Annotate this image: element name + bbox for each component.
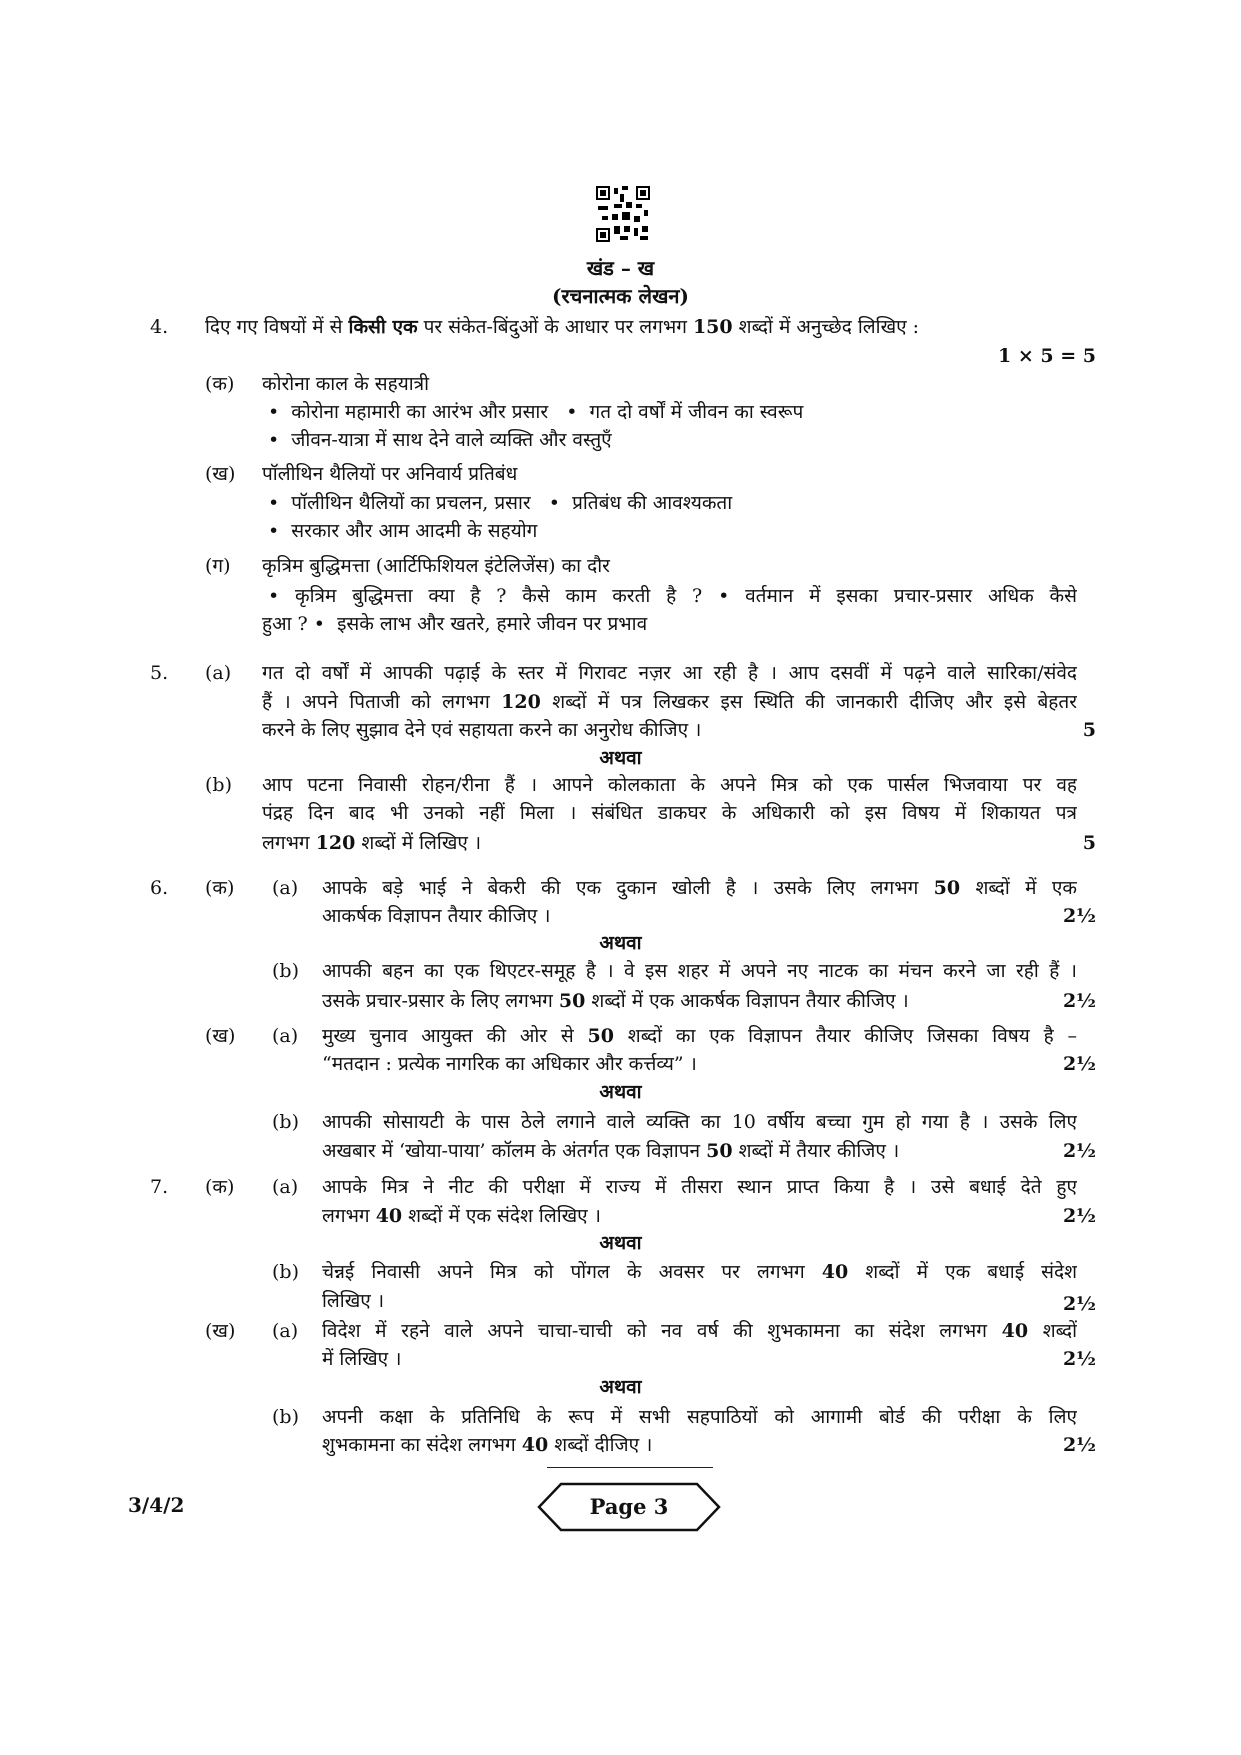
prompt-text: दिए गए विषयों में से bbox=[205, 316, 349, 338]
question-text: गत दो वर्षों में आपकी पढ़ाई के स्तर में गिरावट नज़र आ रही है । आप दसवीं में पढ़ने वाले सारिका/संवेद bbox=[262, 662, 1077, 684]
word-count: 40 bbox=[1001, 1320, 1029, 1342]
option-label: (क) bbox=[205, 877, 235, 899]
question-text bbox=[322, 1431, 652, 1459]
point-text: गत दो वर्षों में जीवन का स्वरूप bbox=[589, 401, 804, 423]
text: आपके बड़े भाई ने बेकरी की एक दुकान खोली है । उसके लिए लगभग bbox=[322, 877, 934, 899]
marks: 2½ bbox=[1062, 1205, 1096, 1227]
qr-code bbox=[596, 186, 650, 242]
sub-option-label: (b) bbox=[272, 960, 299, 982]
question-text: आपकी बहन का एक थिएटर-समूह है । वे इस शहर में अपने नए नाटक का मंचन करने जा रही हैं । bbox=[322, 960, 1077, 982]
text: अखबार में ‘खोया-पाया’ कॉलम के अंतर्गत एक विज्ञापन bbox=[322, 1140, 707, 1162]
point-text: पॉलीथिन थैलियों का प्रचलन, प्रसार bbox=[291, 492, 531, 514]
text: शब्दों दीजिए । bbox=[548, 1434, 653, 1456]
sub-option-label: (a) bbox=[272, 1176, 299, 1198]
point-text: जीवन-यात्रा में साथ देने वाले व्यक्ति और वस्तुएँ bbox=[291, 429, 612, 451]
option-title: पॉलीथिन थैलियों पर अनिवार्य प्रतिबंध bbox=[262, 463, 518, 485]
text: शब्दों में लिखिए । bbox=[355, 832, 482, 854]
prompt-text: शब्दों में अनुच्छेद लिखिए : bbox=[732, 316, 920, 338]
or-divider: अथवा bbox=[599, 1232, 642, 1254]
question-text: “मतदान : प्रत्येक नागरिक का अधिकार और कर्त्तव्य” । bbox=[322, 1053, 697, 1075]
question-text: लिखिए । bbox=[322, 1290, 385, 1312]
text: शब्दों में एक bbox=[960, 877, 1077, 899]
question-number: 7. bbox=[150, 1176, 169, 1198]
or-divider: अथवा bbox=[599, 747, 642, 769]
marks: 5 bbox=[1082, 719, 1096, 741]
or-divider: अथवा bbox=[599, 1081, 642, 1103]
marks: 2½ bbox=[1062, 1053, 1096, 1075]
text: चेन्नई निवासी अपने मित्र को पोंगल के अवसर पर लगभग bbox=[322, 1261, 822, 1283]
question-number: 5. bbox=[150, 662, 169, 684]
question-text: आकर्षक विज्ञापन तैयार कीजिए । bbox=[322, 905, 551, 927]
option-label: (ग) bbox=[205, 555, 231, 577]
marks: 2½ bbox=[1062, 1293, 1096, 1315]
point-text: कृत्रिम बुद्धिमत्ता क्या है ? कैसे काम करती है ? bbox=[295, 585, 703, 607]
text: लगभग bbox=[322, 1205, 376, 1227]
text: विदेश में रहने वाले अपने चाचा-चाची को नव वर्ष की शुभकामना का संदेश लगभग bbox=[322, 1320, 1002, 1342]
sub-option-label: (b) bbox=[272, 1261, 299, 1283]
text: शुभकामना का संदेश लगभग bbox=[322, 1434, 522, 1456]
section-subtitle: (रचनात्मक लेखन) bbox=[551, 284, 689, 308]
word-count: 150 bbox=[692, 316, 733, 338]
text: लगभग bbox=[262, 832, 316, 854]
word-count: 50 bbox=[587, 1025, 614, 1047]
bullet-point: • कृत्रिम बुद्धिमत्ता क्या है ? कैसे काम करती है ? • वर्तमान में इसका प्रचार-प्रसार अधिक कैसे bbox=[268, 585, 1077, 607]
bullet-point: • जीवन-यात्रा में साथ देने वाले व्यक्ति और वस्तुएँ bbox=[268, 429, 612, 451]
text: मुख्य चुनाव आयुक्त की ओर से bbox=[322, 1025, 588, 1047]
page-number: Page 3 bbox=[589, 1494, 669, 1519]
question-text: आपकी सोसायटी के पास ठेले लगाने वाले व्यक्ति का 10 वर्षीय बच्चा गुम हो गया है । उसके लिए bbox=[322, 1111, 1077, 1133]
question-text bbox=[322, 1202, 601, 1230]
text: शब्दों में एक संदेश लिखिए । bbox=[402, 1205, 601, 1227]
text: शब्दों में तैयार कीजिए । bbox=[732, 1140, 900, 1162]
point-text: सरकार और आम आदमी के सहयोग bbox=[291, 520, 538, 542]
question-text bbox=[322, 987, 909, 1015]
sub-option-label: (b) bbox=[272, 1406, 299, 1428]
question-text: पंद्रह दिन बाद भी उनको नहीं मिला । संबंधित डाकघर के अधिकारी को इस विषय में शिकायत पत्र bbox=[262, 802, 1077, 824]
or-divider: अथवा bbox=[599, 1376, 642, 1398]
point-text: इसके लाभ और खतरे, हमारे जीवन पर प्रभाव bbox=[337, 613, 648, 635]
option-label: (b) bbox=[205, 774, 232, 796]
question-text bbox=[262, 829, 481, 857]
end-rule bbox=[547, 1467, 713, 1468]
text: शब्दों में एक बधाई संदेश bbox=[848, 1261, 1077, 1283]
marks: 1 × 5 = 5 bbox=[998, 345, 1096, 367]
question-text bbox=[322, 1317, 1077, 1345]
text: शब्दों में एक आकर्षक विज्ञापन तैयार कीजिए । bbox=[585, 990, 909, 1012]
word-count: 120 bbox=[315, 832, 356, 854]
point-text: वर्तमान में इसका प्रचार-प्रसार अधिक कैसे bbox=[745, 585, 1077, 607]
question-number: 6. bbox=[150, 877, 169, 899]
question-text bbox=[322, 1258, 1077, 1286]
question-text bbox=[262, 688, 1077, 716]
word-count: 50 bbox=[933, 877, 961, 899]
word-count: 50 bbox=[558, 990, 586, 1012]
bullet-point: हुआ ? • इसके लाभ और खतरे, हमारे जीवन पर प्रभाव bbox=[262, 613, 648, 635]
question-number: 4. bbox=[150, 316, 169, 338]
point-text: प्रतिबंध की आवश्यकता bbox=[572, 492, 733, 514]
question-text: में लिखिए । bbox=[322, 1348, 402, 1370]
word-count: 40 bbox=[821, 1261, 849, 1283]
bullet-point: • सरकार और आम आदमी के सहयोग bbox=[268, 520, 538, 542]
section-title: खंड – ख bbox=[586, 256, 655, 280]
marks: 2½ bbox=[1062, 1434, 1096, 1456]
option-label: (क) bbox=[205, 373, 235, 395]
paper-code: 3/4/2 bbox=[128, 1493, 185, 1517]
question-text bbox=[322, 874, 1077, 902]
option-label: (ख) bbox=[205, 1025, 236, 1047]
or-divider: अथवा bbox=[599, 932, 642, 954]
option-label: (ख) bbox=[205, 1320, 236, 1342]
sub-option-label: (a) bbox=[272, 1025, 299, 1047]
sub-option-label: (a) bbox=[272, 877, 299, 899]
marks: 2½ bbox=[1062, 1140, 1096, 1162]
marks: 2½ bbox=[1062, 905, 1096, 927]
question-text: आप पटना निवासी रोहन/रीना हैं । आपने कोलकाता के अपने मित्र को एक पार्सल भिजवाया पर वह bbox=[262, 774, 1077, 796]
page-number-badge bbox=[537, 1482, 721, 1532]
point-text: कोरोना महामारी का आरंभ और प्रसार bbox=[291, 401, 549, 423]
sub-option-label: (b) bbox=[272, 1111, 299, 1133]
option-title: कोरोना काल के सहयात्री bbox=[262, 373, 430, 395]
question-text bbox=[322, 1137, 899, 1165]
question-text: करने के लिए सुझाव देने एवं सहायता करने का अनुरोध कीजिए । bbox=[262, 719, 702, 741]
question-text bbox=[322, 1022, 1077, 1050]
marks: 2½ bbox=[1062, 1348, 1096, 1370]
prompt-text: पर संकेत-बिंदुओं के आधार पर लगभग bbox=[417, 316, 693, 338]
bullet-point: • पॉलीथिन थैलियों का प्रचलन, प्रसार • प्रतिबंध की आवश्यकता bbox=[268, 492, 733, 514]
word-count: 40 bbox=[375, 1205, 403, 1227]
question-text: अपनी कक्षा के प्रतिनिधि के रूप में सभी सहपाठियों को आगामी बोर्ड की परीक्षा के लिए bbox=[322, 1406, 1077, 1428]
text: हैं । अपने पिताजी को लगभग bbox=[262, 691, 502, 713]
point-text: हुआ ? bbox=[262, 613, 308, 635]
option-title: कृत्रिम बुद्धिमत्ता (आर्टिफिशियल इंटेलिजेंस) का दौर bbox=[262, 555, 610, 577]
word-count: 50 bbox=[706, 1140, 733, 1162]
word-count: 120 bbox=[501, 691, 541, 713]
text: शब्दों bbox=[1028, 1320, 1077, 1342]
marks: 5 bbox=[1082, 832, 1096, 854]
sub-option-label: (a) bbox=[272, 1320, 299, 1342]
text: शब्दों में पत्र लिखकर इस स्थिति की जानकारी दीजिए और इसे बेहतर bbox=[540, 691, 1077, 713]
text: उसके प्रचार-प्रसार के लिए लगभग bbox=[322, 990, 559, 1012]
question-text: आपके मित्र ने नीट की परीक्षा में राज्य में तीसरा स्थान प्राप्त किया है । उसे बधाई देते हुए bbox=[322, 1176, 1077, 1198]
option-label: (a) bbox=[205, 662, 232, 684]
bullet-point: • कोरोना महामारी का आरंभ और प्रसार • गत दो वर्षों में जीवन का स्वरूप bbox=[268, 401, 804, 423]
prompt-emphasis: किसी एक bbox=[348, 316, 418, 338]
text: शब्दों का एक विज्ञापन तैयार कीजिए जिसका विषय है – bbox=[613, 1025, 1077, 1047]
marks: 2½ bbox=[1062, 990, 1096, 1012]
option-label: (ख) bbox=[205, 463, 236, 485]
word-count: 40 bbox=[521, 1434, 549, 1456]
question-prompt bbox=[205, 313, 919, 341]
option-label: (क) bbox=[205, 1176, 235, 1198]
